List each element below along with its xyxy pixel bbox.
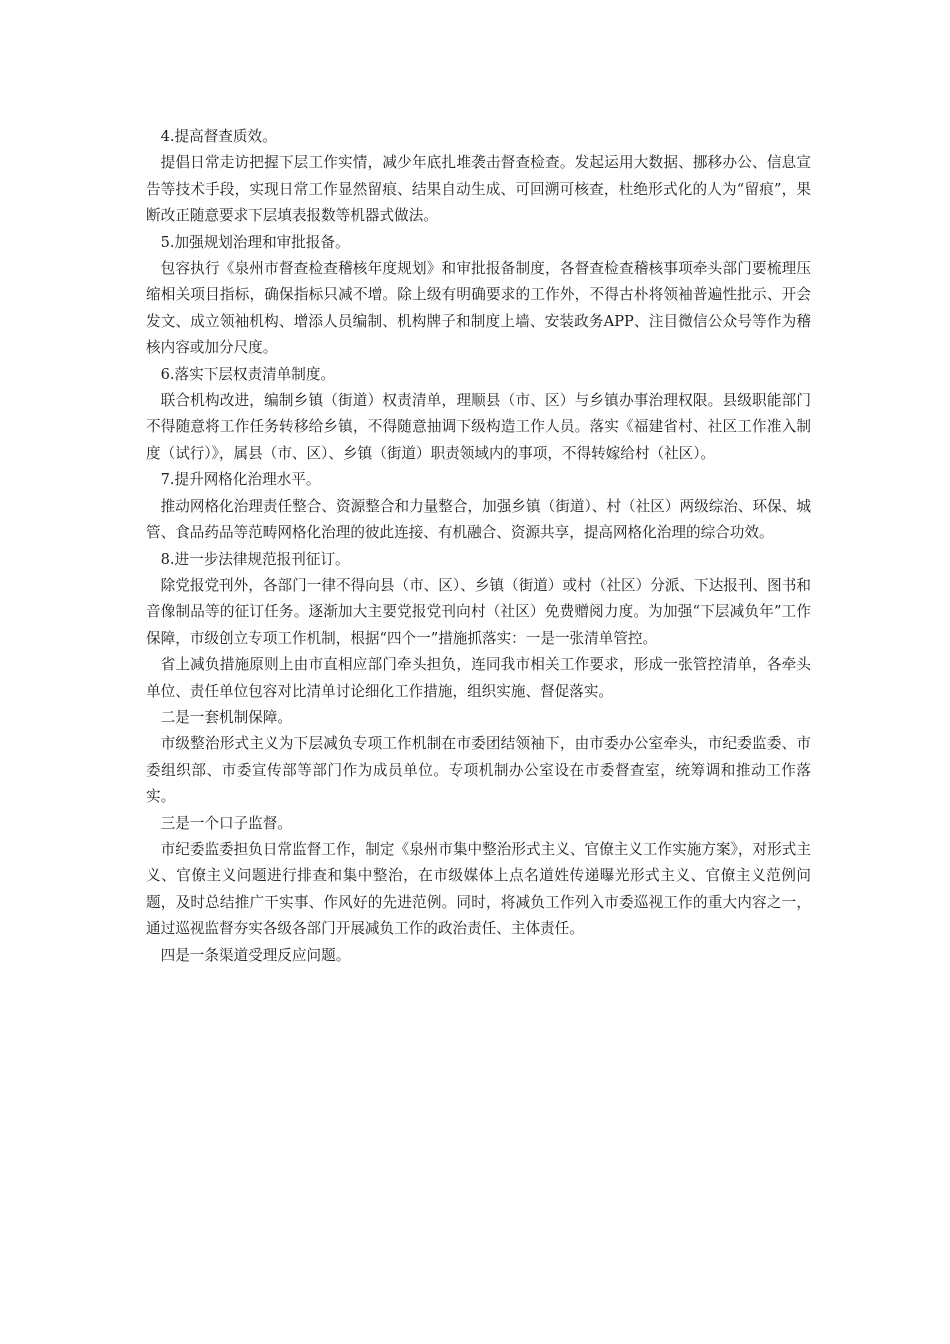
body-paragraph: 包容执行《泉州市督查检查稽核年度规划》和审批报备制度，各督查检查稽核事项牵头部门要梳理压缩相关项目指标，确保指标只减不增。除上级有明确要求的工作外，不得古朴将领袖普遍性批示、开会发文、成立领袖机构、增添人员编制、机构牌子和制度上墙、安装政务APP、注目微信公众号等作为稽核内容或加分尺度。 (146, 260, 811, 357)
body-paragraph: 联合机构改进，编制乡镇（街道）权责清单，理顺县（市、区）与乡镇办事治理权限。县级职能部门不得随意将工作任务转移给乡镇，不得随意抽调下级构造工作人员。落实《福建省村、社区工作准入制度（试行）》，属县（市、区）、乡镇（街道）职责领域内的事项，不得转嫁给村（社区）。 (146, 392, 811, 462)
body-paragraph: 市级整治形式主义为下层减负专项工作机制在市委团结领袖下，由市委办公室牵头，市纪委监委、市委组织部、市委宣传部等部门作为成员单位。专项机制办公室设在市委督查室，统筹调和推动工作落实。 (146, 735, 811, 806)
body-paragraph: 推动网格化治理责任整合、资源整合和力量整合，加强乡镇（街道）、村（社区）两级综治、环保、城管、食品药品等范畴网格化治理的彼此连接、有机融合、资源共享，提高网格化治理的综合功效。 (146, 497, 811, 542)
body-paragraph: 提倡日常走访把握下层工作实情，减少年底扎堆袭击督查检查。发起运用大数据、挪移办公、信息宣告等技术手段，实现日常工作显然留痕、结果自动生成、可回溯可核查，杜绝形式化的人为“留痕”，果断改正随意要求下层填表报数等机器式做法。 (146, 154, 811, 225)
section-heading: 四是一条渠道受理反应问题。 (160, 946, 351, 964)
body-paragraph: 除党报党刊外，各部门一律不得向县（市、区）、乡镇（街道）或村（社区）分派、下达报刊、图书和音像制品等的征订任务。逐渐加大主要党报党刊向村（社区）免费赠阅力度。为加强“下层减负年”工作保障，市级创立专项工作机制，根据“四个一”措施抓落实：一是一张清单管控。 (146, 576, 811, 647)
section-heading: 三是一个口子监督。 (160, 814, 292, 832)
section-heading: 8.进一步法律规范报刊征订。 (160, 550, 350, 568)
document-page (146, 124, 811, 969)
body-paragraph: 市纪委监委担负日常监督工作，制定《泉州市集中整治形式主义、官僚主义工作实施方案》，对形式主义、官僚主义问题进行排查和集中整治，在市级媒体上点名道姓传递曝光形式主义、官僚主义范例问题，及时总结推广干实事、作风好的先进范例。同时，将减负工作列入市委巡视工作的重大内容之一，通过巡视监督夯实各级各部门开展减负工作的政治责任、主体责任。 (146, 840, 811, 938)
section-heading: 4.提高督查质效。 (160, 128, 277, 145)
section-heading: 5.加强规划治理和审批报备。 (160, 233, 350, 251)
section-heading: 二是一套机制保障。 (160, 708, 292, 726)
section-heading: 7.提升网格化治理水平。 (160, 471, 321, 489)
section-heading: 6.落实下层权责清单制度。 (160, 365, 336, 383)
body-paragraph: 省上减负措施原则上由市直相应部门牵头担负，连同我市相关工作要求，形成一张管控清单，各牵头单位、责任单位包容对比清单讨论细化工作措施，组织实施、督促落实。 (146, 656, 811, 700)
